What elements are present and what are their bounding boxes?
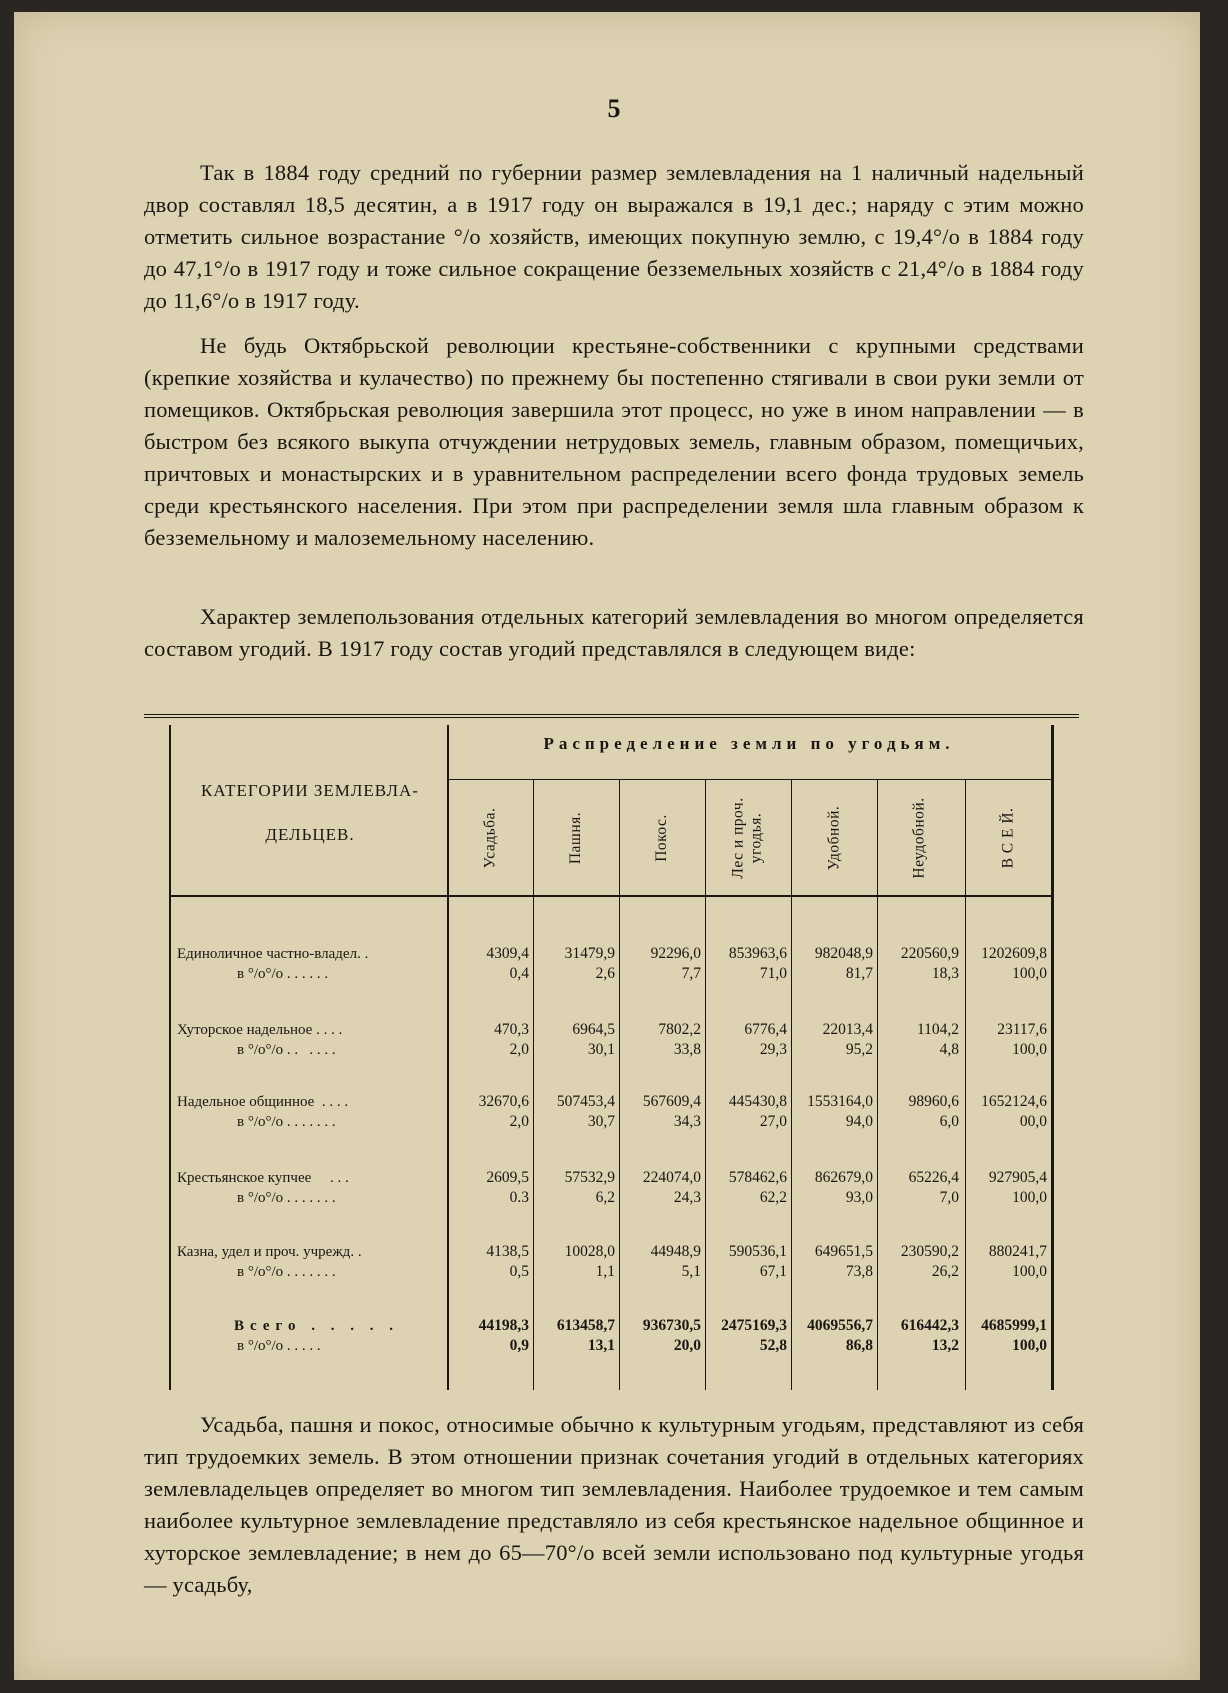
row-percent-label: в °/о°/о . . . . . . — [237, 1042, 336, 1058]
table-cell-value: 10028,0 — [564, 1243, 615, 1260]
row-category-name: Казна, удел и проч. учрежд. . — [177, 1244, 362, 1260]
column-header-text: Усадьба. — [480, 807, 498, 869]
table-cell-value: 4069556,7 — [807, 1317, 873, 1334]
column-header-text: Неудобной. — [910, 797, 928, 879]
table-cell-value: 507453,4 — [556, 1093, 615, 1110]
table-cell-value: 65226,4 — [908, 1169, 959, 1186]
table-right-border — [1051, 725, 1054, 1390]
paragraph-1: Так в 1884 году средний по губернии размер землевладения на 1 наличный надельный двор составлял 18,5 десятин, а в 1917 году он выражался в 19,1 дес.; наряду с этим можно отметить сильное возрастание °/о хозяйств, имеющих покупную землю, с 19,4°/о в 1884 году до 47,1°/о в 1917 году и тоже сильное сокращение безземельных хозяйств с 21,4°/о в 1884 году до 11,6°/о в 1917 году. — [144, 160, 1084, 313]
table-cell-percent: 30,1 — [587, 1041, 615, 1058]
table-cell-percent: 52,8 — [759, 1337, 787, 1354]
table-cell-percent: 34,3 — [673, 1113, 701, 1130]
document-page — [14, 12, 1200, 1680]
column-header — [619, 787, 705, 889]
category-header — [174, 769, 446, 857]
table-cell-percent: 24,3 — [673, 1189, 701, 1206]
column-header — [705, 787, 791, 889]
table-cell-value: 567609,4 — [642, 1093, 701, 1110]
table-cell-value: 1553164,0 — [807, 1093, 873, 1110]
table-cell-value: 92296,0 — [650, 945, 701, 962]
table-cell-value: 853963,6 — [728, 945, 787, 962]
column-separator — [619, 779, 620, 1390]
table-cell-value: 32670,6 — [478, 1093, 529, 1110]
table-cell-percent: 00,0 — [1019, 1113, 1047, 1130]
table-cell-percent: 71,0 — [759, 965, 787, 982]
table-cell-percent: 30,7 — [587, 1113, 615, 1130]
table-cell-value: 1202609,8 — [981, 945, 1047, 962]
column-header-text: Лес и проч. угодья. — [729, 797, 765, 879]
table-cell-value: 927905,4 — [988, 1169, 1047, 1186]
table-cell-value: 224074,0 — [642, 1169, 701, 1186]
row-label — [177, 1242, 439, 1282]
table-cell-value: 4138,5 — [486, 1243, 529, 1260]
row-category-name: Хуторское надельное . . . . — [177, 1022, 343, 1038]
table-cell-percent: 2,6 — [595, 965, 615, 982]
table-cell-value: 649651,5 — [814, 1243, 873, 1260]
table-cell-value: 590536,1 — [728, 1243, 787, 1260]
table-cell-percent: 7,7 — [681, 965, 701, 982]
table-cell-percent: 0.3 — [509, 1189, 529, 1206]
subheader-rule — [447, 779, 1051, 780]
column-separator — [791, 779, 792, 1390]
column-header-text: Пашня. — [567, 811, 584, 865]
table-cell-value: 1652124,6 — [981, 1093, 1047, 1110]
table-cell-percent: 26,2 — [931, 1263, 959, 1280]
table-cell-value: 4309,4 — [486, 945, 529, 962]
table-cell-percent: 6,0 — [939, 1113, 959, 1130]
table-cell-value: 6776,4 — [744, 1021, 787, 1038]
table-cell-value: 23117,6 — [997, 1021, 1047, 1038]
category-header-line: ДЕЛЬЦЕВ. — [265, 825, 355, 844]
body-rule — [169, 895, 1051, 897]
table-cell-percent: 5,1 — [681, 1263, 701, 1280]
column-separator — [965, 779, 966, 1390]
table-cell-percent: 100,0 — [1012, 1189, 1047, 1206]
table-cell-percent: 7,0 — [939, 1189, 959, 1206]
table-cell-percent: 86,8 — [845, 1337, 873, 1354]
table-cell-value: 22013,4 — [822, 1021, 873, 1038]
row-category-name: Надельное общинное . . . . — [177, 1094, 349, 1110]
table-cell-percent: 20,0 — [673, 1337, 701, 1354]
table-cell-value: 445430,8 — [728, 1093, 787, 1110]
table-cell-percent: 0,5 — [509, 1263, 529, 1280]
table-cell-value: 470,3 — [494, 1021, 529, 1038]
table-cell-percent: 100,0 — [1012, 1263, 1047, 1280]
table-cell-value: 616442,3 — [900, 1317, 959, 1334]
row-label — [177, 944, 439, 984]
row-percent-label: в °/о°/о . . . . . . . — [237, 1264, 336, 1280]
page-number: 5 — [607, 94, 621, 123]
table-cell-percent: 62,2 — [759, 1189, 787, 1206]
row-label — [177, 1020, 439, 1060]
table-cell-value: 613458,7 — [556, 1317, 615, 1334]
row-label — [177, 1316, 439, 1356]
table-cell-percent: 0,4 — [509, 965, 529, 982]
table-cell-value: 862679,0 — [814, 1169, 873, 1186]
table-cell-percent: 18,3 — [931, 965, 959, 982]
table-cell-value: 2609,5 — [486, 1169, 529, 1186]
table-cell-value: 936730,5 — [642, 1317, 701, 1334]
table-cell-value: 57532,9 — [564, 1169, 615, 1186]
column-header-text: Покос. — [652, 814, 670, 862]
table-cell-value: 7802,2 — [658, 1021, 701, 1038]
table-cell-percent: 29,3 — [759, 1041, 787, 1058]
table-cell-percent: 81,7 — [845, 965, 873, 982]
category-header-line: КАТЕГОРИИ ЗЕМЛЕВЛА- — [201, 781, 419, 800]
row-percent-label: в °/о°/о . . . . . . — [237, 966, 329, 982]
table-cell-value: 4685999,1 — [981, 1317, 1047, 1334]
row-percent-label: в °/о°/о . . . . . . . — [237, 1190, 336, 1206]
column-header — [447, 787, 533, 889]
table-cell-value: 44198,3 — [478, 1317, 529, 1334]
column-separator — [705, 779, 706, 1390]
table-cell-value: 98960,6 — [908, 1093, 959, 1110]
paragraph-4: Усадьба, пашня и покос, относимые обычно к культурным угодьям, представляют из себя тип трудоемких земель. В этом отношении признак сочетания угодий в отдельных категориях землевладельцев определяет во многом тип землевладения. Наиболее трудоемкое и тем самым наиболее культурное землевладение представляло из себя крестьянское надельное общинное и хуторское землевладение; в нем до 65—70°/о всей земли использовано под культурные угодья — усадьбу, — [144, 1412, 1084, 1597]
table-cell-value: 2475169,3 — [721, 1317, 787, 1334]
row-percent-label: в °/о°/о . . . . . . . — [237, 1114, 336, 1130]
table-cell-percent: 95,2 — [845, 1041, 873, 1058]
table-cell-percent: 94,0 — [845, 1113, 873, 1130]
table-cell-value: 1104,2 — [916, 1021, 959, 1038]
table-top-rule — [144, 714, 1079, 718]
row-label — [177, 1168, 439, 1208]
table-cell-percent: 33,8 — [673, 1041, 701, 1058]
column-header — [791, 787, 877, 889]
table-cell-percent: 4,8 — [939, 1041, 959, 1058]
column-header-text: В С Е Й. — [999, 807, 1016, 869]
row-category-name: Всего . . . . . — [234, 1318, 399, 1334]
table-cell-percent: 13,2 — [931, 1337, 959, 1354]
table-cell-percent: 100,0 — [1012, 1041, 1047, 1058]
table-cell-percent: 100,0 — [1012, 1337, 1047, 1354]
table-cell-value: 982048,9 — [814, 945, 873, 962]
row-label — [177, 1092, 439, 1132]
column-header — [877, 787, 963, 889]
group-header: Распределение земли по угодьям. — [543, 734, 955, 753]
column-header — [533, 787, 619, 889]
row-category-name: Крестьянское купчее . . . — [177, 1170, 349, 1186]
table-cell-value: 6964,5 — [572, 1021, 615, 1038]
row-percent-label: в °/о°/о . . . . . — [237, 1338, 321, 1354]
table-cell-percent: 6,2 — [595, 1189, 615, 1206]
column-header — [965, 787, 1051, 889]
table-cell-percent: 67,1 — [759, 1263, 787, 1280]
table-cell-percent: 0,9 — [509, 1337, 529, 1354]
table-cell-percent: 2,0 — [509, 1113, 529, 1130]
table-cell-value: 230590,2 — [900, 1243, 959, 1260]
row-category-name: Единоличное частно-владел. . — [177, 946, 369, 962]
table-cell-percent: 100,0 — [1012, 965, 1047, 982]
paragraph-3: Характер землепользования отдельных категорий землевладения во многом определяется составом угодий. В 1917 году состав угодий представлялся в следующем виде: — [144, 604, 1084, 661]
paragraph-2: Не будь Октябрьской революции крестьяне-собственники с крупными средствами (крепкие хозяйства и кулачество) по прежнему бы постепенно стягивали в свои руки земли от помещиков. Октябрьская революция завершила этот процесс, но уже в ином направлении — в быстром без всякого выкупа отчуждении нетрудовых земель, главным образом, помещичьих, причтовых и монастырских и в уравнительном распределении всего фонда трудовых земель среди крестьянского населения. При этом при распределении земля шла главным образом к безземельному и малоземельному населению. — [144, 333, 1084, 550]
column-separator — [877, 779, 878, 1390]
table-cell-percent: 13,1 — [587, 1337, 615, 1354]
table-cell-value: 220560,9 — [900, 945, 959, 962]
table-cell-value: 880241,7 — [988, 1243, 1047, 1260]
table-left-border — [169, 725, 171, 1390]
table-cell-value: 578462,6 — [728, 1169, 787, 1186]
table-cell-percent: 2,0 — [509, 1041, 529, 1058]
table-cell-percent: 27,0 — [759, 1113, 787, 1130]
column-separator — [533, 779, 534, 1390]
table-cell-percent: 73,8 — [845, 1263, 873, 1280]
table-cell-percent: 93,0 — [845, 1189, 873, 1206]
table-cell-value: 31479,9 — [564, 945, 615, 962]
column-header-text: Удобной. — [824, 805, 842, 871]
table-cell-percent: 1,1 — [595, 1263, 615, 1280]
table-cell-value: 44948,9 — [650, 1243, 701, 1260]
